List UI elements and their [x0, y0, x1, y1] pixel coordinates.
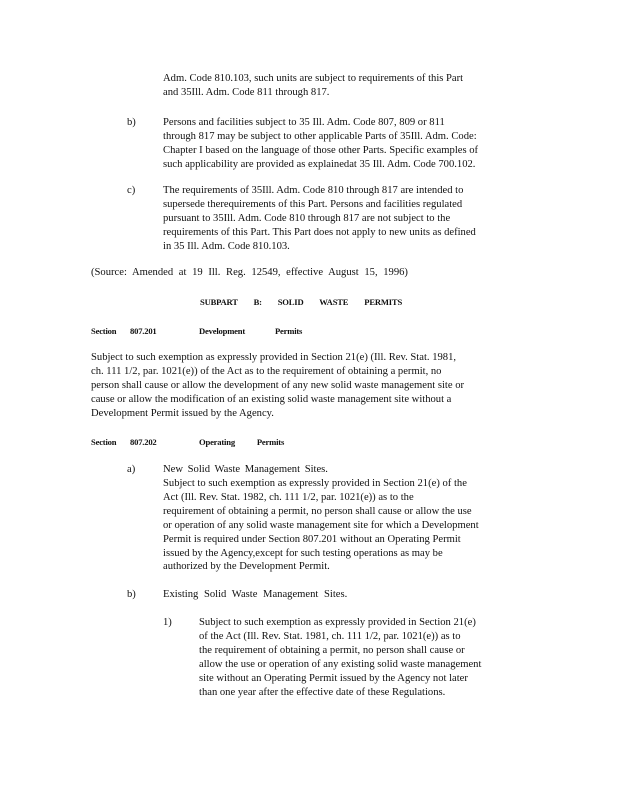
- item-b-text: Persons and facilities subject to 35 Ill. Adm. Code 807, 809 or 811 through 817 may be subject to other applicable Parts of 35Ill. Adm. Code: Chapter I based on the language of those other Parts. Specific examples of such applicability are provided as explainedat 35 Ill. Adm. Code 700.102.: [163, 117, 479, 170]
- section-201-text: Subject to such exemption as expressly provided in Section 21(e) (Ill. Rev. Stat. 1981, ch. 111 1/2, par. 1021(e)) of the Act as to the requirement of obtaining a permit, no person shall cause or allow the development of any new solid waste management site or cause or allow the modification of an existing solid waste management site without a Development Permit issued by the Agency.: [91, 352, 465, 419]
- section-202-number: 807.202: [130, 437, 157, 447]
- source-note: (Source: Amended at 19 Ill. Reg. 12549, effective August 15, 1996): [91, 267, 408, 278]
- section-201-label: Section: [91, 326, 117, 336]
- item-c-label: c): [127, 185, 136, 196]
- section-202-label: Section: [91, 437, 117, 447]
- section-202-item-b-label: b): [127, 589, 136, 600]
- section-201-title: Development Permits: [199, 326, 303, 336]
- section-202-item-b-1-text: Subject to such exemption as expressly provided in Section 21(e) of the Act (Ill. Rev. Stat. 1981, ch. 111 1/2, par. 1021(e)) as to the requirement of obtaining a permit, no person shall cause or allow the use or operation of any existing solid waste management site without an Operating Permit issued by the Agency not later than one year after the effective date of these Regulations.: [199, 617, 482, 698]
- section-202-item-a-heading: New Solid Waste Management Sites.: [163, 464, 328, 475]
- section-202-title: Operating Permits: [199, 437, 285, 447]
- section-202-item-b-heading: Existing Solid Waste Management Sites.: [163, 589, 348, 600]
- section-202-item-a-label: a): [127, 464, 136, 475]
- section-201-number: 807.201: [130, 326, 157, 336]
- subpart-heading: SUBPART B: SOLID WASTE PERMITS: [200, 297, 403, 307]
- section-202-item-b-1-label: 1): [163, 617, 172, 628]
- section-202-item-a-text: Subject to such exemption as expressly provided in Section 21(e) of the Act (Ill. Rev. Stat. 1982, ch. 111 1/2, par. 1021(e)) as to the requirement of obtaining a permit, no person shall cause or allow the use or operation of any solid waste management site for which a Development Permit is required under Section 807.201 without an Operating Permit issued by the Agency,except for such testing operations as may be authorized by the Development Permit.: [163, 478, 479, 573]
- item-c-text: The requirements of 35Ill. Adm. Code 810 through 817 are intended to supersede therequirements of this Part. Persons and facilities regulated pursuant to 35Ill. Adm. Code 810 through 817 are not subject to the requirements of this Part. This Part does not apply to new units as defined in 35 Ill. Adm. Code 810.103.: [163, 185, 476, 252]
- continuation-paragraph: Adm. Code 810.103, such units are subject to requirements of this Part and 35Ill. Adm. Code 811 through 817.: [163, 73, 464, 98]
- item-b-label: b): [127, 117, 136, 128]
